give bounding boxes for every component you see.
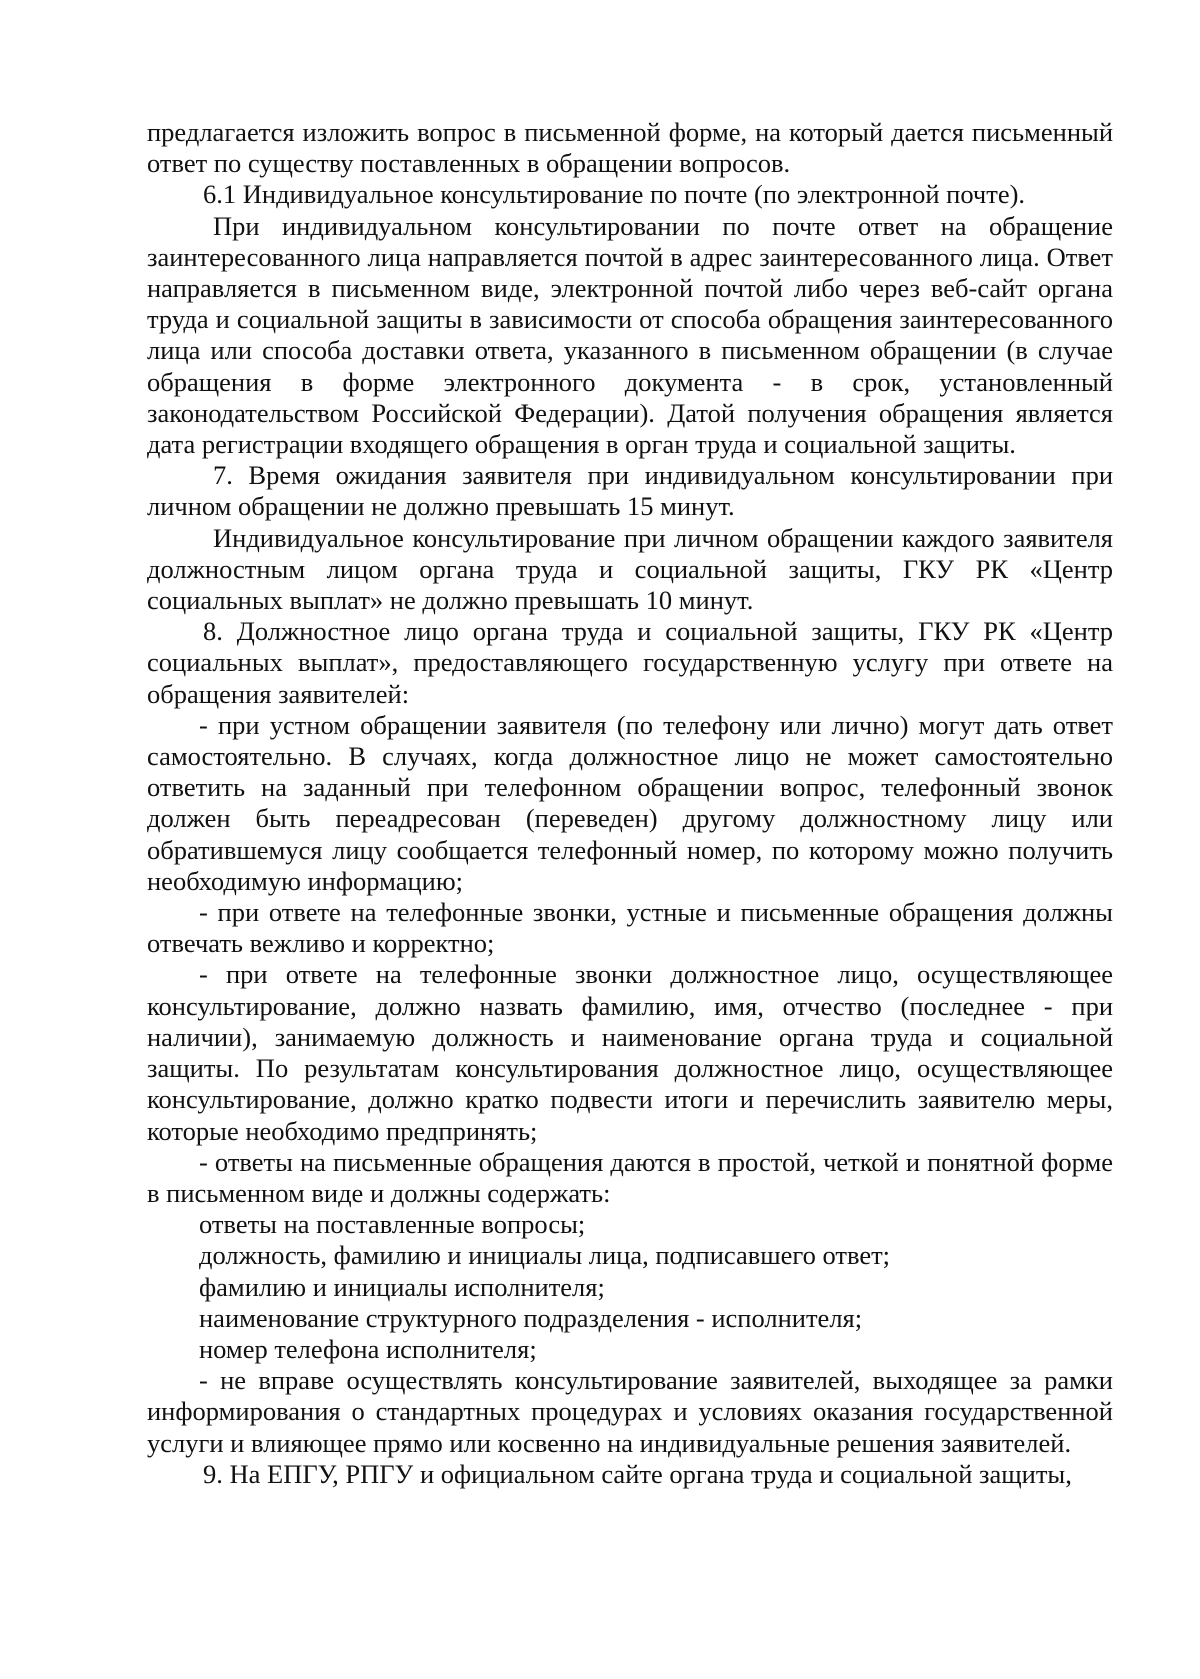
paragraph-7-waiting-time: 7. Время ожидания заявителя при индивидуальном консультировании при личном обращении не должно превышать 15 минут. (147, 460, 1113, 522)
list-item-politeness: - при ответе на телефонные звонки, устные и письменные обращения должны отвечать вежливо и корректно; (147, 897, 1113, 959)
list-item-department: наименование структурного подразделения - исполнителя; (199, 1302, 863, 1333)
paragraph-9-heading: 9. На ЕПГУ, РПГУ и официальном сайте органа труда и социальной защиты, (203, 1458, 1072, 1489)
list-item-oral-request: - при устном обращении заявителя (по телефону или лично) могут дать ответ самостоятельно. В случаях, когда должностное лицо не может самостоятельно ответить на заданный при телефонном обращении вопрос, телефонный звонок должен быть переадресован (переведен) другому должностному лицу или обратившемуся лицу сообщается телефонный номер, по которому можно получить необходимую информацию; (147, 709, 1113, 896)
list-item-phone: номер телефона исполнителя; (199, 1333, 537, 1364)
list-item-executor: фамилию и инициалы исполнителя; (199, 1271, 605, 1302)
list-item-restriction: - не вправе осуществлять консультирование заявителей, выходящее за рамки информирования о стандартных процедурах и условиях оказания государственной услуги и влияющее прямо или косвенно на индивидуальные решения заявителей. (147, 1365, 1113, 1458)
paragraph-8-official: 8. Должностное лицо органа труда и социальной защиты, ГКУ РК «Центр социальных выплат», предоставляющего государственную услугу при ответе на обращения заявителей: (147, 616, 1113, 709)
paragraph-6-1-heading: 6.1 Индивидуальное консультирование по почте (по электронной почте). (203, 179, 1026, 210)
document-text (147, 117, 1113, 1490)
paragraph-continuation: предлагается изложить вопрос в письменной форме, на который дается письменный ответ по существу поставленных в обращении вопросов. (147, 117, 1113, 179)
list-item-phone-calls: - при ответе на телефонные звонки должностное лицо, осуществляющее консультирование, должно назвать фамилию, имя, отчество (последнее - при наличии), занимаемую должность и наименование органа труда и социальной защиты. По результатам консультирования должностное лицо, осуществляющее консультирование, должно кратко подвести итоги и перечислить заявителю меры, которые необходимо предпринять; (147, 959, 1113, 1146)
list-item-written-answers: - ответы на письменные обращения даются в простой, четкой и понятной форме в письменном виде и должны содержать: (147, 1146, 1113, 1208)
paragraph-mail-consulting: При индивидуальном консультировании по почте ответ на обращение заинтересованного лица направляется почтой в адрес заинтересованного лица. Ответ направляется в письменном виде, электронной почтой либо через веб-сайт органа труда и социальной защиты в зависимости от способа обращения заинтересованного лица или способа доставки ответа, указанного в письменном обращении (в случае обращения в форме электронного документа - в срок, установленный законодательством Российской Федерации). Датой получения обращения является дата регистрации входящего обращения в орган труда и социальной защиты. (147, 210, 1113, 460)
paragraph-personal-consulting: Индивидуальное консультирование при личном обращении каждого заявителя должностным лицом органа труда и социальной защиты, ГКУ РК «Центр социальных выплат» не должно превышать 10 минут. (147, 522, 1113, 616)
list-item-answers: ответы на поставленные вопросы; (199, 1209, 586, 1240)
list-item-signer: должность, фамилию и инициалы лица, подписавшего ответ; (199, 1240, 891, 1271)
